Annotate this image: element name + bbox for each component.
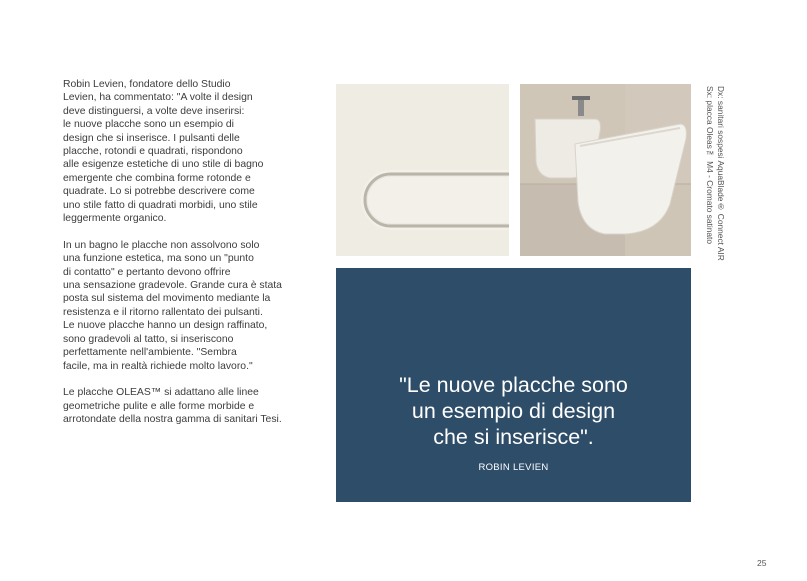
paragraph-2: In un bagno le placche non assolvono solo una funzione estetica, ma sono un "punto di contatto" e pertanto devono offrire una sensazione gradevole. Grande cura è stata posta sul sistema del movimento mediante la resistenza e il ritorno rallentato dei pulsanti. Le nuove placche hanno un design raffinato, sono gradevoli al tatto, si inseriscono perfettamente nell'ambiente. "Sembra facile, ma in realtà richiede molto lavoro." (63, 239, 282, 372)
body-text-column (63, 78, 313, 440)
pull-quote-text: "Le nuove placche sono un esempio di design che si inserisce". (399, 373, 628, 449)
flush-plate-illustration (336, 84, 509, 256)
paragraph-1: Robin Levien, fondatore dello Studio Levien, ha commentato: "A volte il design deve distinguersi, a volte deve inserirsi: le nuove placche sono un esempio di design che si inserisce. I pulsanti delle placche, rotondi e quadrati, rispondono alle esigenze estetiche di uno stile di bagno emergente che combina forme rotonde e quadrate. Lo si potrebbe descrivere come uno stile fatto di quadrati morbidi, uno stile leggermente organico. (63, 79, 264, 225)
page-number: 25 (757, 558, 767, 568)
toilet-bidet-illustration (520, 84, 691, 256)
flush-plate-image (336, 84, 509, 256)
image-caption: Dx: sanitari sospesi AquaBlade® Connect AIR Sx: placca Oleas™ M4 - Cromato satinato (705, 86, 726, 261)
pull-quote-box (336, 268, 691, 502)
bathroom-photo (520, 84, 691, 256)
paragraph-3: Le placche OLEAS™ si adattano alle linee geometriche pulite e alle forme morbide e arrotondate della nostra gamma di sanitari Tesi. (63, 387, 282, 426)
pull-quote-author: ROBIN LEVIEN (478, 462, 549, 473)
